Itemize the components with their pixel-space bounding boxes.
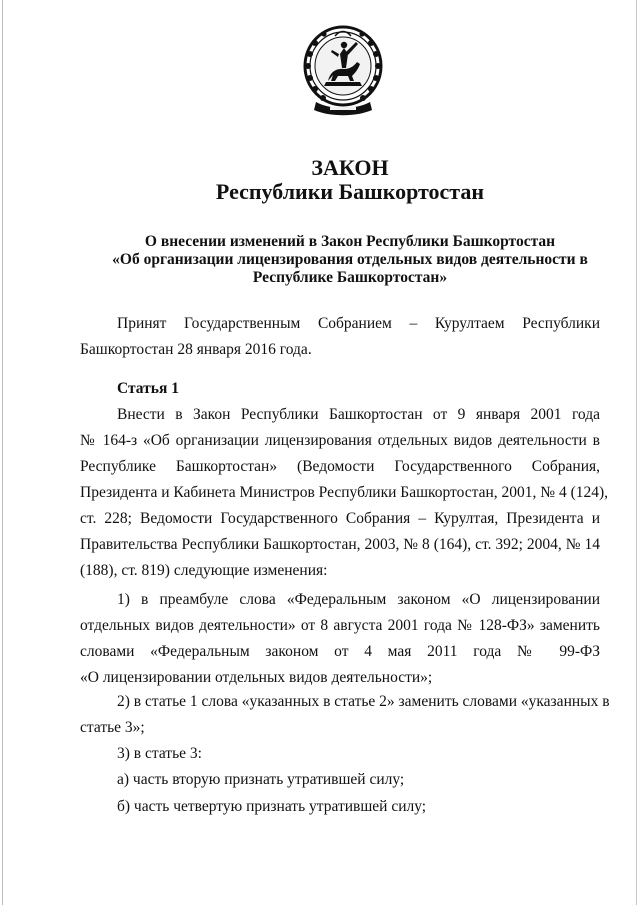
paragraph-line: ст. 228; Ведомости Государственного Собрания – Курултая, Президента и: [80, 510, 600, 527]
paragraph-line: статье 3»;: [80, 719, 145, 736]
paragraph-line: б) часть четвертую признать утратившей силу;: [117, 798, 427, 815]
paragraph-line: Правительства Республики Башкортостан, 2003, № 8 (164), ст. 392; 2004, № 14: [80, 536, 600, 553]
article-intro-paragraph: [80, 402, 609, 584]
law-subject-heading: [100, 233, 600, 287]
paragraph-line: Президента и Кабинета Министров Республики Башкортостан, 2001, № 4 (124),: [80, 484, 609, 501]
article-title: Статья 1: [117, 380, 179, 397]
paragraph-line: 3) в статье 3:: [117, 745, 202, 762]
list-item-3b: [80, 794, 600, 820]
paragraph-line: Республике Башкортостан» (Ведомости Государственного Собрания,: [80, 458, 600, 475]
page-subtitle: Республики Башкортостан: [215, 179, 485, 204]
list-item-1: [80, 587, 600, 691]
paragraph-line: 2) в статье 1 слова «указанных в статье 2» заменить словами «указанных в: [117, 693, 610, 710]
adoption-line: Принят Государственным Собранием – Курултаем Республики: [117, 315, 600, 332]
subject-line: Республике Башкортостан»: [252, 269, 448, 286]
page-title: ЗАКОН: [311, 155, 389, 180]
subject-line: О внесении изменений в Закон Республики Башкортостан: [144, 233, 556, 250]
list-item-3: [80, 741, 600, 767]
paragraph-line: (188), ст. 819) следующие изменения:: [80, 562, 328, 579]
adoption-paragraph: [80, 311, 600, 363]
scan-edge-left: [2, 0, 3, 905]
paragraph-line: 1) в преамбуле слова «Федеральным законом «О лицензировании: [117, 591, 600, 608]
paragraph-line: а) часть вторую признать утратившей силу;: [117, 771, 405, 788]
scan-edge-right: [636, 0, 637, 905]
list-item-3a: [80, 767, 600, 793]
bashkortostan-coat-of-arms-icon: [302, 24, 384, 118]
paragraph-line: «О лицензировании отдельных видов деятельности»;: [80, 669, 433, 686]
paragraph-line: словами «Федеральным законом от 4 мая 2011 года № 99-ФЗ: [80, 643, 600, 660]
adoption-line: Башкортостан 28 января 2016 года.: [80, 341, 312, 358]
list-item-2: [80, 689, 610, 741]
paragraph-line: № 164-з «Об организации лицензирования отдельных видов деятельности в: [80, 432, 600, 449]
paragraph-line: отдельных видов деятельности» от 8 августа 2001 года № 128-ФЗ» заменить: [80, 617, 600, 634]
subject-line: «Об организации лицензирования отдельных видов деятельности в: [112, 251, 588, 268]
paragraph-line: Внести в Закон Республики Башкортостан от 9 января 2001 года: [117, 406, 600, 423]
